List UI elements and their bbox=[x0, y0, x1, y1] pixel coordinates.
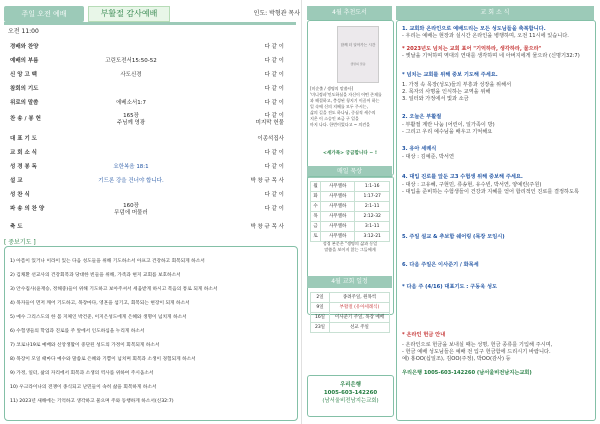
news-item: 1. 가정 속 목장(성도)들의 부흥과 성장을 위해서 bbox=[402, 82, 512, 88]
officiant-label: 인도: 박형관 목사 bbox=[253, 10, 300, 17]
news-item: 3. 일터와 가정에서 빛과 소금 bbox=[402, 96, 469, 102]
book-header: 4월 추천도서 bbox=[307, 6, 392, 20]
news-item: * 다음 주 (4/16) 대표기도 : 구동욱 성도 bbox=[402, 284, 498, 290]
prayer-line: 1) 아픔이 있거나 이라이 있는 다음 성도들을 위해 기도하소서 아프고 건강하고 회복되게 하소서 bbox=[10, 259, 205, 264]
news-item: 3. 유아 세례식 bbox=[402, 146, 437, 152]
worship-row: 파 송 의 찬 양 160장 무덤에 머물러 다 같 이 bbox=[10, 203, 284, 216]
news-item: 5. 주일 설교 & 추보함 쉐어링 (목장 모임시) bbox=[402, 234, 505, 240]
prayer-line: 4) 목자들이 먼저 깨어 기도하고, 목장마다, 영혼을 섬기고, 회복되는 현장이 되게 하소서 bbox=[10, 301, 190, 306]
news-header: 교 회 소 식 bbox=[396, 6, 594, 20]
worship-row: 축 도 박 창 규 목 사 bbox=[10, 224, 284, 230]
worship-row: 설 교 기드론 강을 건너야 합니다. 박 창 규 목 사 bbox=[10, 178, 284, 184]
table-row: 수 사무엘하 2:1-11 bbox=[311, 202, 390, 212]
worship-row: 대 표 기 도 이종석집사 bbox=[10, 136, 284, 142]
worship-row: 신 앙 고 백 사도신경 다 같 이 bbox=[10, 72, 284, 78]
table-row: 금 사무엘하 3:1-11 bbox=[311, 222, 390, 232]
news-item: - 대입을 준비하는 수험생들이 건강과 지혜를 얻어 합리적인 진로를 결정하도록 bbox=[402, 189, 580, 195]
prayer-line: 3) 안수집사(윤재승, 정해중)들이 위해 기도하고 보아주셔서 세움받게 하시고 복음의 통로 되게 하소서 bbox=[10, 287, 218, 292]
news-item: 6. 다음 주일은 이사준기 / 화목세 bbox=[402, 262, 479, 268]
news-item: - 우리는 예배는 현장과 실시간 온라인을 병행하며, 오전 11시에 있습니다. bbox=[402, 33, 569, 39]
prayer-line: 11) 2023년 새해에는 기억하고 생각하고 물으며 주와 동행하게 하소서(신32:7) bbox=[10, 399, 174, 404]
schedule-table bbox=[310, 292, 390, 333]
worship-row: 성 경 봉 독 요한복음 18:1 다 같 이 bbox=[10, 164, 284, 170]
reading-note: 성경 본문은 "생명의 삶과 동일 말씀을 보이지 않는 그들에게 bbox=[322, 241, 378, 252]
prayer-line: 7) 코로나19로 예배와 신앙생활이 중단된 성도의 가정이 회복되게 하소서 bbox=[10, 343, 160, 348]
book-note: <세가목> 궁금합니다 ~ ! bbox=[323, 151, 377, 156]
bank-box bbox=[307, 375, 394, 417]
reading-table bbox=[310, 181, 390, 242]
prayer-line: 9) 가정, 일터, 삶의 자리에서 회복과 소생의 역사를 위하여 주시옵소서 bbox=[10, 371, 154, 376]
news-item: 우리은행 1005-603-142260 (남서울비전남지는교회) bbox=[402, 370, 532, 376]
worship-row: 찬 송 / 봉 헌 165장 주님께 영광 다 같 이 미지막 헌물 bbox=[10, 113, 284, 126]
news-item: - 헌금 예배 성도님들은 예배 전 입구 헌금함에 드리시기 바랍니다. bbox=[402, 349, 551, 355]
table-row: 16일 이사준기 주일, 목장 예배 bbox=[311, 313, 390, 323]
header-divider bbox=[4, 22, 296, 25]
bank-holder: (남서울비전남지는교회) bbox=[322, 398, 379, 404]
news-item: 1. 교회와 온라인으로 예배드리는 모든 성도님들을 축복합니다. bbox=[402, 26, 546, 32]
worship-row: 예배의 부름 고린도전서15:50-52 다 같 이 bbox=[10, 58, 284, 64]
news-item: - 대상 : 김예준, 박서연 bbox=[402, 154, 454, 160]
table-row: 토 사무엘하 3:12-21 bbox=[311, 232, 390, 242]
bank-title: 우리은행 bbox=[340, 382, 361, 388]
prayer-line: 2) 김채환 선교사의 건강회복과 당대한 빈들을 위해, 가족과 현지 교회를 보호하소서 bbox=[10, 273, 181, 278]
news-item: 2. 오늘은 부활절 bbox=[402, 114, 442, 120]
reading-header: 매일 묵상 bbox=[307, 166, 392, 178]
table-row: 목 사무엘하 2:12-32 bbox=[311, 212, 390, 222]
prayer-title: [ 중보기도 ] bbox=[4, 239, 36, 246]
time-label: 오전 11:00 bbox=[8, 28, 39, 35]
news-item: 4. 대입 진로를 앞둔 고3 수험생 위해 중보해 주세요. bbox=[402, 174, 523, 180]
news-item: 예) 홍OO(십일조), 김OO(주정), 박OO(감사) 등 bbox=[402, 356, 511, 362]
prayer-line: 10) 우크라이나의 전쟁이 종식되고 난민들이 속히 삶을 회복하게 하소서 bbox=[10, 385, 157, 390]
news-item: - 온라인으로 헌금을 보내실 때는 성명, 헌금 종류를 기입해 주시며, bbox=[402, 342, 553, 348]
bank-account: 1005-603-142260 bbox=[323, 390, 378, 396]
news-item: - 옛날을 기억하며 역대의 연대를 생각하며 네 아버지에게 물으라 (신명기32:7) bbox=[402, 53, 580, 59]
service-label: 주일 오전 예배 bbox=[4, 6, 84, 22]
news-item: * 온라인 헌금 안내 bbox=[402, 332, 446, 338]
table-row: 2일 종려주일, 원목씩 bbox=[311, 293, 390, 303]
book-blurb: [미순출 / 생명의 말씀사] '미니정파'인도하심을 자신이 어떤 존재를 과 해결하고, 충성된 청지기 이끌어 하는 일 속에 신의 지혜를 모두 주시는, 삶의 길을 전도 하나님, 중심적 세수의 지은 이 스승인 조금 구 일을 마지 나다. 한번이었다고 ~ 의견을 bbox=[310, 86, 382, 127]
table-row: 9일 부활절 (유아세례식) bbox=[311, 303, 390, 313]
worship-row: 교 회 소 식 다 같 이 bbox=[10, 150, 284, 156]
news-item: - 부활절 계란 나눔 (어린이, 일가족이 방) bbox=[402, 122, 495, 128]
table-row: 화 사무엘하 1:17-27 bbox=[311, 192, 390, 202]
prayer-line: 6) 수험생들의 학업과 진로를 주 앞에서 인도하심을 누리게 하소서 bbox=[10, 329, 145, 334]
news-item: - 대상 : 고유혜, 구현민, 류송현, 유수빈, 박서연, 양예린(주원) bbox=[402, 182, 542, 188]
worship-row: 성 찬 식 다 같 이 bbox=[10, 192, 284, 198]
table-row: 월 사무엘하 1:1-16 bbox=[311, 182, 390, 192]
schedule-header: 4월 교회 일정 bbox=[307, 276, 392, 288]
prayer-line: 8) 목장이 모일 때마다 예수와 말씀로 은혜와 기쁨이 넘치며 회복과 소생이 경험되게 하소서 bbox=[10, 357, 196, 362]
news-item: * 2023년도 넘치는 교회 표어 "기억하라, 생각하라, 물으라" bbox=[402, 46, 542, 52]
table-row: 23일 선교 주일 bbox=[311, 323, 390, 333]
worship-row: 참회의 기도 다 같 이 bbox=[10, 86, 284, 92]
service-title: 부활절 감사예배 bbox=[88, 6, 170, 22]
news-item: 2. 목자의 사명을 인식하는 교역을 위해 bbox=[402, 89, 491, 95]
book-cover: 함께 더 알아가는 시간 생명의 말씀 bbox=[337, 26, 379, 83]
prayer-line: 5) 예수 그리스도의 한 몸 지체인 박건준, 이지은성도에게 은혜와 생명이 넘치게 하소서 bbox=[10, 315, 187, 320]
news-item: - 그리고 우리 예수님을 배우고 기억해요 bbox=[402, 129, 493, 135]
worship-row: 경배와 찬양 다 같 이 bbox=[10, 44, 284, 50]
news-item: * 넘치는 교회를 위해 중보 기도해 주세요. bbox=[402, 72, 498, 78]
worship-row: 위로의 말씀 에베소서1:7 다 같 이 bbox=[10, 100, 284, 106]
center-divider bbox=[301, 0, 302, 424]
